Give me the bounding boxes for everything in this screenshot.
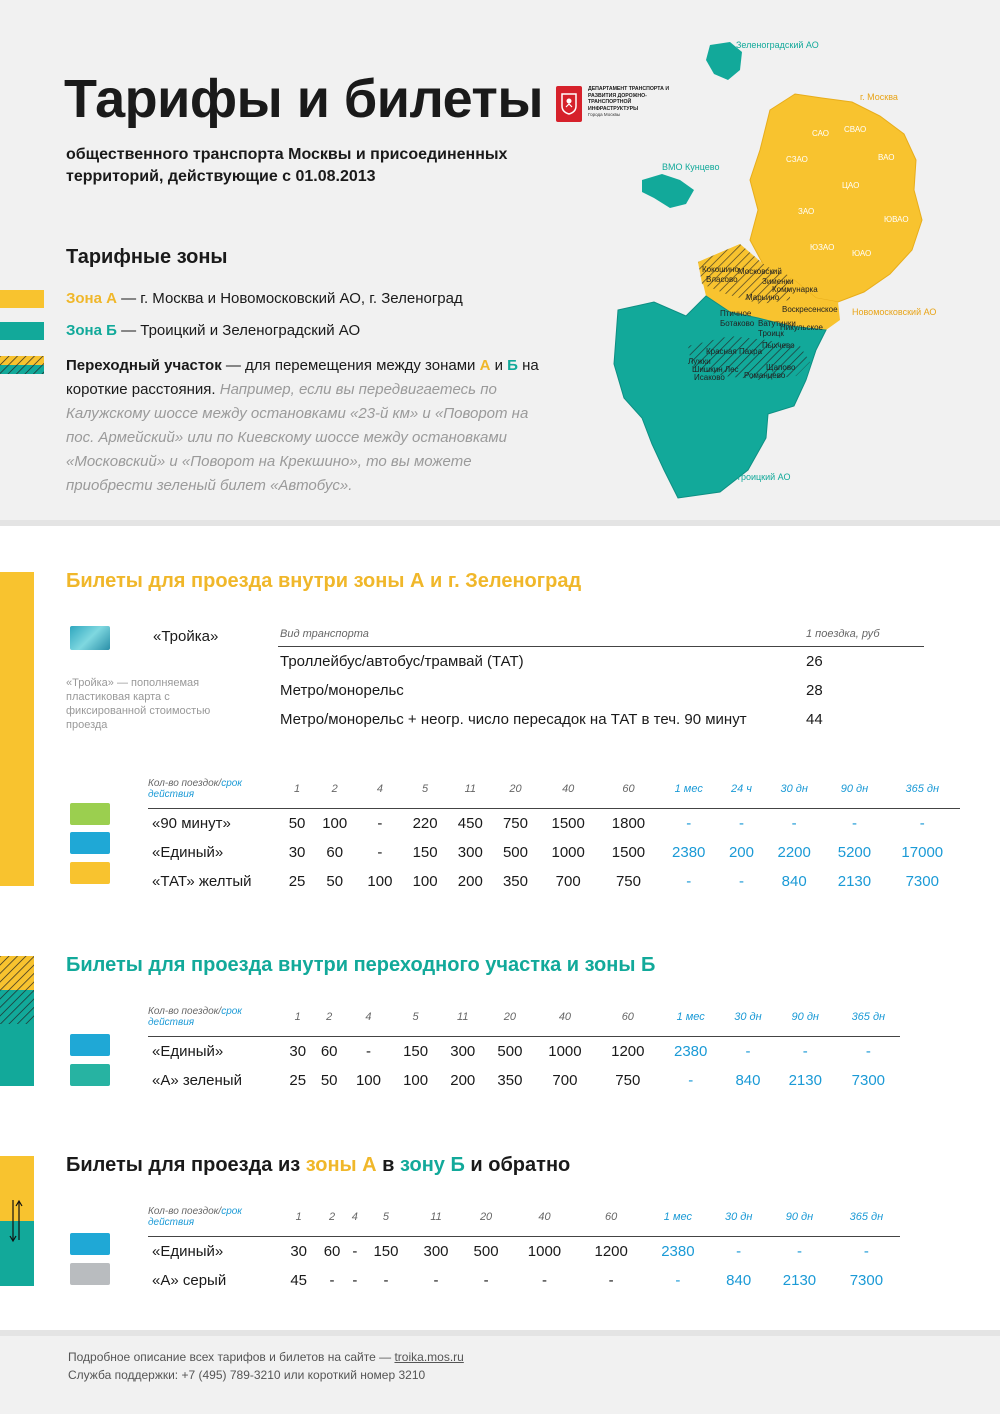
section3-price-table <box>148 1206 900 1295</box>
trip-price: - <box>377 815 383 832</box>
table-header-row <box>148 1006 900 1037</box>
page-title: Тарифы и билеты <box>64 69 543 129</box>
col-period: 365 дн <box>833 1206 900 1237</box>
period-price: 2130 <box>788 1072 822 1089</box>
col-trips: 60 <box>598 778 658 809</box>
col-trips: 5 <box>403 778 448 809</box>
section1-heading: Билеты для проезда внутри зоны А и г. Зеленоград <box>66 570 582 592</box>
col-trips: 20 <box>493 778 538 809</box>
map-settlement: Коммунарка <box>772 285 818 294</box>
heading-zone-b: зону Б <box>400 1154 465 1176</box>
trip-price: - <box>377 844 383 861</box>
table-label <box>148 1006 282 1037</box>
transport-mode: Метро/монорельс <box>280 682 404 699</box>
period-price: 2380 <box>674 1043 708 1060</box>
map-label-novomoskovsky: Новомосковский АО <box>852 307 937 317</box>
col-trips: 11 <box>448 778 493 809</box>
table-row <box>278 647 924 677</box>
period-price: - <box>791 815 797 832</box>
period-price: 840 <box>726 1272 752 1289</box>
section1-bar <box>0 572 34 886</box>
col-trips: 4 <box>345 1006 392 1037</box>
trip-price: 60 <box>326 844 344 861</box>
trip-price: 300 <box>457 844 483 861</box>
period-price: - <box>919 815 925 832</box>
section2-price-table <box>148 1006 900 1095</box>
map-label-zelenograd: Зеленоградский АО <box>736 40 819 50</box>
transit-zone-b: Б <box>507 357 518 374</box>
period-price: 5200 <box>837 844 872 861</box>
period-price: 7300 <box>905 873 939 890</box>
ticket-name: «А» зеленый <box>152 1072 242 1089</box>
period-price: - <box>736 1243 742 1260</box>
trip-price: - <box>608 1272 614 1289</box>
map-label-vmo: ВМО Кунцево <box>662 162 720 172</box>
trip-price: 200 <box>457 873 483 890</box>
heading-part: Билеты для проезда из <box>66 1154 306 1176</box>
troika-name: «Тройка» <box>153 628 219 645</box>
transit-note <box>66 354 546 498</box>
zone-a-line <box>66 290 463 307</box>
period-price: 7300 <box>849 1272 884 1289</box>
map-district-3: СЗАО <box>786 155 808 164</box>
trip-price: 450 <box>457 815 483 832</box>
page-subtitle: общественного транспорта Москвы и присоединенных территорий, действующие с 01.08.2013 <box>66 146 508 185</box>
col-period: 30 дн <box>722 1006 774 1037</box>
map-label-troitsky: Троицкий АО <box>736 472 791 482</box>
trip-price: 750 <box>615 1072 641 1089</box>
trip-price: 100 <box>412 873 438 890</box>
ticket-name: «Единый» <box>152 844 224 861</box>
trip-price: - <box>433 1272 439 1289</box>
trip-price: 1000 <box>527 1243 562 1260</box>
map-label-moscow: г. Москва <box>860 92 898 102</box>
map-settlement: Романцево <box>744 371 786 380</box>
table-row <box>148 838 960 867</box>
col-period: 365 дн <box>885 778 960 809</box>
period-price: 2200 <box>777 844 811 861</box>
trip-price: 200 <box>450 1072 476 1089</box>
section1-price-table <box>148 778 960 896</box>
troika-card-image <box>70 626 110 650</box>
trip-price: 1800 <box>611 815 646 832</box>
trip-price: 750 <box>502 815 528 832</box>
trip-price: 50 <box>288 815 306 832</box>
moscow-emblem-icon <box>556 86 582 122</box>
trip-price: 30 <box>289 1043 307 1060</box>
map-settlement: Лужки <box>688 357 711 366</box>
label-period: срок действия <box>148 1006 243 1028</box>
transport-mode: Троллейбус/автобус/трамвай (ТАТ) <box>280 653 524 670</box>
map-settlement: Красная Пахра <box>706 347 763 356</box>
map-settlement: Зименки <box>762 277 794 286</box>
map-district-1: СВАО <box>844 125 867 134</box>
map-settlement: Кокошино <box>702 265 739 274</box>
trip-price: 30 <box>290 1243 308 1260</box>
map-settlement: Воскресенское <box>782 305 838 314</box>
table-header-row <box>148 778 960 809</box>
table-label <box>148 1206 282 1237</box>
col-trips: 4 <box>349 1206 361 1237</box>
transit-zone-a: А <box>479 357 491 374</box>
map-vmo-kuntsevo <box>642 174 694 208</box>
section2-bar <box>0 956 34 1086</box>
trip-price: 150 <box>412 844 438 861</box>
col-period: 90 дн <box>766 1206 833 1237</box>
footer-text: Подробное описание всех тарифов и билетов на сайте — <box>68 1350 395 1364</box>
map-district-6: ЮВАО <box>884 215 909 224</box>
table-row <box>278 705 924 734</box>
ticket-edinyi-image <box>70 1233 110 1255</box>
col-trips: 1 <box>282 778 312 809</box>
col-trips: 40 <box>511 1206 578 1237</box>
ticket-edinyi-image <box>70 1034 110 1056</box>
col-trips: 2 <box>315 1206 348 1237</box>
col-trips: 60 <box>578 1206 645 1237</box>
table-row <box>148 1066 900 1095</box>
heading-part: в <box>376 1154 401 1176</box>
map-settlement: Исаково <box>694 373 725 382</box>
label-trips: Кол-во поездок/ <box>148 778 222 789</box>
period-price: - <box>738 873 744 890</box>
price: 28 <box>806 682 823 699</box>
trip-price: - <box>383 1272 389 1289</box>
heading-zone-a: зоны А <box>305 1154 377 1176</box>
ticket-edinyi-image <box>70 832 110 854</box>
transit-swatch <box>0 356 44 374</box>
ticket-a-green-image <box>70 1064 110 1086</box>
col-period: 365 дн <box>837 1006 900 1037</box>
footer <box>68 1348 464 1384</box>
label-period: срок действия <box>148 778 243 800</box>
trip-price: 1000 <box>551 844 585 861</box>
trip-price: - <box>483 1272 489 1289</box>
col-period: 30 дн <box>711 1206 766 1237</box>
col-trips: 40 <box>534 1006 597 1037</box>
ticket-90min-image <box>70 803 110 825</box>
trip-price: 30 <box>288 844 306 861</box>
trip-price: - <box>365 1043 371 1060</box>
trip-price: 500 <box>497 1043 523 1060</box>
map-settlement: Пыхчево <box>762 341 795 350</box>
trip-price: 500 <box>473 1243 499 1260</box>
trip-price: - <box>541 1272 547 1289</box>
period-price: 17000 <box>901 844 944 861</box>
ticket-name: «Единый» <box>152 1043 224 1060</box>
trip-price: 350 <box>502 873 528 890</box>
label-trips: Кол-во поездок/ <box>148 1206 222 1217</box>
period-price: - <box>851 815 857 832</box>
trip-price: 350 <box>497 1072 523 1089</box>
col-trips: 11 <box>439 1006 486 1037</box>
section3-bar <box>0 1156 34 1286</box>
trip-price: 60 <box>320 1043 338 1060</box>
period-price: 840 <box>781 873 807 890</box>
trip-price: - <box>352 1272 358 1289</box>
col-period: 1 мес <box>659 1006 722 1037</box>
table-header-row <box>148 1206 900 1237</box>
table-row <box>148 1037 900 1067</box>
arrows-icon <box>0 1156 34 1286</box>
divider <box>0 520 1000 526</box>
section3-heading <box>66 1154 570 1177</box>
col-period: 24 ч <box>719 778 764 809</box>
department-city: Города Москвы <box>588 112 621 117</box>
trip-price: 150 <box>373 1243 399 1260</box>
zones-heading: Тарифные зоны <box>66 246 228 268</box>
map-settlement: Власово <box>706 275 738 284</box>
transit-label: Переходный участок <box>66 357 222 374</box>
map-settlement: Троицк <box>758 329 784 338</box>
transit-text: — для перемещения между зонами <box>221 357 480 374</box>
table-label <box>148 778 282 809</box>
trip-price: - <box>329 1272 335 1289</box>
trip-price: 60 <box>323 1243 341 1260</box>
trip-price: 25 <box>288 873 306 890</box>
map-settlement: Никульское <box>780 323 823 332</box>
period-price: 840 <box>735 1072 761 1089</box>
trip-price: 1500 <box>611 844 646 861</box>
trip-price: 1200 <box>594 1243 628 1260</box>
period-price: - <box>688 1072 694 1089</box>
col-trips: 1 <box>282 1206 315 1237</box>
map-district-8: ЮАО <box>852 249 872 258</box>
zone-b-text: — Троицкий и Зеленоградский АО <box>116 322 361 339</box>
trip-price: 25 <box>289 1072 307 1089</box>
map-district-2: ВАО <box>878 153 895 162</box>
trip-price: 100 <box>355 1072 381 1089</box>
trip-price: 220 <box>412 815 438 832</box>
col-period: 30 дн <box>764 778 824 809</box>
department-name: ДЕПАРТАМЕНТ ТРАНСПОРТА И РАЗВИТИЯ ДОРОЖНО-ТРАНСПОРТНОЙ ИНФРАСТРУКТУРЫ <box>588 86 670 112</box>
map-settlement: Ботаково <box>720 319 755 328</box>
col-period: 90 дн <box>824 778 884 809</box>
period-price: 2380 <box>672 844 706 861</box>
period-price: - <box>686 873 692 890</box>
zone-a-swatch <box>0 290 44 308</box>
map-settlement: Ватутинки <box>758 319 796 328</box>
ticket-name: «Единый» <box>152 1243 224 1260</box>
period-price: 200 <box>728 844 754 861</box>
col-trips: 1 <box>282 1006 313 1037</box>
trip-price: 700 <box>552 1072 578 1089</box>
period-price: - <box>738 815 744 832</box>
col-period: 1 мес <box>645 1206 712 1237</box>
period-price: 2130 <box>837 873 872 890</box>
map-settlement: Шишкин Лес <box>692 365 739 374</box>
period-price: - <box>863 1243 869 1260</box>
table-row <box>148 1266 900 1295</box>
col-trips: 5 <box>392 1006 439 1037</box>
section2-heading: Билеты для проезда внутри переходного участка и зоны Б <box>66 954 656 976</box>
col-period: 90 дн <box>774 1006 837 1037</box>
period-price: - <box>802 1043 808 1060</box>
ticket-name: «90 минут» <box>152 815 231 832</box>
trip-price: 750 <box>615 873 641 890</box>
map-district-0: САО <box>812 129 829 138</box>
trip-price: 700 <box>555 873 581 890</box>
trip-price: 300 <box>423 1243 449 1260</box>
col-trips: 2 <box>312 778 357 809</box>
period-price: 2380 <box>661 1243 695 1260</box>
col-trips: 5 <box>361 1206 411 1237</box>
trip-price: 50 <box>320 1072 338 1089</box>
table-row <box>278 676 924 705</box>
zone-map <box>590 30 990 510</box>
map-district-4: ЦАО <box>842 181 860 190</box>
col-trips: 2 <box>313 1006 344 1037</box>
zone-b-line <box>66 322 360 339</box>
trip-price: 500 <box>502 844 528 861</box>
col-trips: 60 <box>596 1006 659 1037</box>
label-trips: Кол-во поездок/ <box>148 1006 222 1017</box>
period-price: - <box>686 815 692 832</box>
col-trips: 11 <box>411 1206 461 1237</box>
col-trips: 40 <box>538 778 598 809</box>
ticket-name: «ТАТ» желтый <box>152 873 252 890</box>
zone-a-label: Зона А <box>66 290 117 307</box>
troika-link[interactable]: troika.mos.ru <box>394 1350 464 1364</box>
map-settlement: Птичное <box>720 309 752 318</box>
zone-a-text: — г. Москва и Новомосковский АО, г. Зеленоград <box>116 290 463 307</box>
trip-price: 1500 <box>551 815 585 832</box>
transport-mode: Метро/монорельс + неогр. число пересадок на ТАТ в теч. 90 минут <box>280 711 747 728</box>
trip-price: 100 <box>367 873 393 890</box>
zone-b-swatch <box>0 322 44 340</box>
trip-price: 100 <box>403 1072 429 1089</box>
col-trips: 20 <box>486 1006 533 1037</box>
period-price: - <box>675 1272 681 1289</box>
trip-price: 50 <box>326 873 344 890</box>
map-district-7: ЮЗАО <box>810 243 835 252</box>
troika-table <box>278 626 924 734</box>
zone-b-label: Зона Б <box>66 322 117 339</box>
price: 44 <box>806 711 823 728</box>
period-price: - <box>796 1243 802 1260</box>
period-price: - <box>745 1043 751 1060</box>
map-district-5: ЗАО <box>798 207 815 216</box>
trip-price: 1000 <box>548 1043 582 1060</box>
price: 26 <box>806 653 823 670</box>
period-price: 2130 <box>782 1272 817 1289</box>
period-price: 7300 <box>851 1072 886 1089</box>
ticket-a-gray-image <box>70 1263 110 1285</box>
table-row <box>148 809 960 839</box>
map-settlement: Московский <box>738 267 782 276</box>
transit-and: и <box>490 357 508 374</box>
heading-part: и обратно <box>464 1154 571 1176</box>
table-row <box>148 867 960 896</box>
col-trips: 20 <box>461 1206 511 1237</box>
transit-example: Например, если вы передвигаетесь по Калужскому шоссе между остановками «23-й км» и «Поворот на пос. Армейский» или по Киевскому шоссе между остановками «Московский» и «Поворот на Крекшино», то вы можете приобрести зеленый билет «Автобус». <box>66 381 529 494</box>
transit-text-2: на короткие расстояния. <box>66 357 539 398</box>
label-period: срок действия <box>148 1206 243 1228</box>
ticket-name: «А» серый <box>152 1272 227 1289</box>
ticket-tat-image <box>70 862 110 884</box>
map-settlement: Марьино <box>746 293 780 302</box>
support-text: Служба поддержки: +7 (495) 789-3210 или короткий номер 3210 <box>68 1368 426 1382</box>
table-row <box>148 1237 900 1267</box>
trip-price: 45 <box>290 1272 308 1289</box>
col-price: 1 поездка, руб <box>804 626 924 647</box>
troika-description: «Тройка» — пополняемая пластиковая карта с фиксированной стоимостью проезда <box>66 677 211 731</box>
col-trips: 4 <box>357 778 402 809</box>
period-price: - <box>865 1043 871 1060</box>
col-period: 1 мес <box>659 778 719 809</box>
map-settlement: Щапово <box>766 363 796 372</box>
trip-price: 300 <box>450 1043 476 1060</box>
col-transport: Вид транспорта <box>278 626 804 647</box>
trip-price: 1200 <box>611 1043 645 1060</box>
trip-price: 150 <box>403 1043 429 1060</box>
trip-price: - <box>352 1243 358 1260</box>
trip-price: 100 <box>322 815 348 832</box>
